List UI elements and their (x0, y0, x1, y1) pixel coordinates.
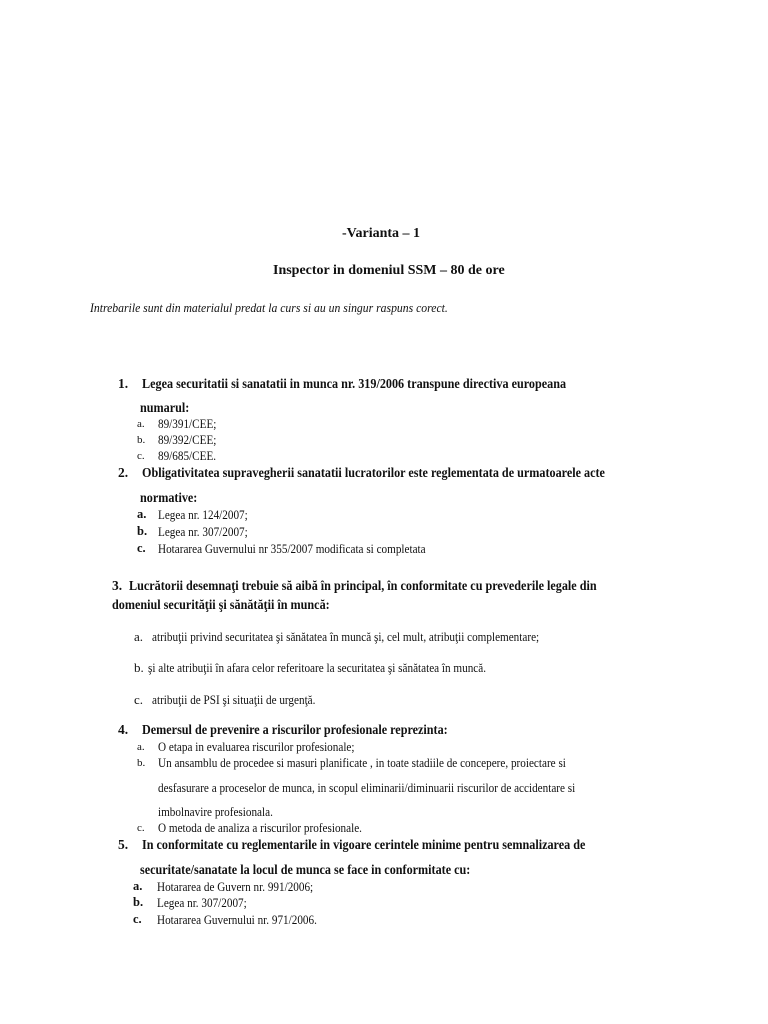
option-text: 89/392/CEE; (158, 432, 217, 447)
option-text: O etapa in evaluarea riscurilor profesionale; (158, 739, 355, 754)
option-text: Hotararea de Guvern nr. 991/2006; (157, 879, 314, 894)
question-text: Legea securitatii si sanatatii in munca nr. 319/2006 transpune directiva europeana (142, 376, 567, 391)
option-label: b. (137, 434, 146, 446)
option-label: b. (133, 895, 144, 909)
option-text: atribuţii de PSI şi situaţii de urgenţă. (152, 692, 316, 707)
option-label: b. (134, 660, 144, 675)
option-label: b. (137, 757, 146, 769)
option-text-cont: desfasurare a proceselor de munca, in scopul eliminarii/diminuarii riscurilor de accidentare si (158, 780, 576, 795)
course-subtitle: Inspector in domeniul SSM – 80 de ore (273, 263, 505, 278)
option-text: Hotararea Guvernului nr 355/2007 modificata si completata (158, 541, 426, 556)
option-text: Legea nr. 307/2007; (157, 895, 247, 910)
option-text: Legea nr. 124/2007; (158, 507, 248, 522)
question-text: Obligativitatea supravegherii sanatatii lucratorilor este reglementata de urmatoarele acte (142, 465, 605, 480)
question-text-cont: domeniul securităţii şi sănătăţii în muncă: (112, 597, 330, 612)
option-text: Hotararea Guvernului nr. 971/2006. (157, 912, 317, 927)
option-text: 89/391/CEE; (158, 416, 217, 431)
question-number: 2. (118, 465, 129, 480)
variant-title: -Varianta – 1 (342, 226, 421, 241)
option-text: Legea nr. 307/2007; (158, 524, 248, 539)
option-label: a. (137, 507, 147, 521)
option-label: b. (137, 524, 148, 538)
question-number: 1. (118, 376, 129, 391)
option-label: a. (137, 741, 145, 753)
intro-text: Intrebarile sunt din materialul predat la curs si au un singur raspuns corect. (90, 300, 448, 315)
option-label: a. (134, 629, 144, 644)
option-label: c. (137, 541, 146, 555)
question-text: In conformitate cu reglementarile in vigoare cerintele minime pentru semnalizarea de (142, 837, 586, 852)
option-label: c. (133, 912, 142, 926)
option-text: şi alte atribuţii în afara celor referitoare la securitatea şi sănătatea în muncă. (148, 660, 487, 675)
option-label: c. (137, 450, 145, 462)
question-text-cont: numarul: (140, 400, 190, 415)
option-label: c. (134, 692, 144, 707)
option-text: Un ansamblu de procedee si masuri planificate , in toate stadiile de concepere, proiectare si (158, 755, 566, 770)
option-text: O metoda de analiza a riscurilor profesionale. (158, 820, 362, 835)
option-label: a. (133, 879, 143, 893)
question-text-cont: securitate/sanatate la locul de munca se face in conformitate cu: (140, 862, 471, 877)
question-number: 5. (118, 837, 129, 852)
option-label: a. (137, 418, 145, 430)
question-text: Lucrătorii desemnaţi trebuie să aibă în principal, în conformitate cu prevederile legale din (129, 578, 597, 593)
option-text: atribuţii privind securitatea şi sănătatea în muncă şi, cel mult, atribuţii complementare; (152, 629, 540, 644)
question-text: Demersul de prevenire a riscurilor profesionale reprezinta: (142, 722, 448, 737)
option-label: c. (137, 822, 145, 834)
option-text: 89/685/CEE. (158, 448, 217, 463)
question-number: 3. (112, 578, 123, 593)
question-text-cont: normative: (140, 490, 198, 505)
option-text-cont: imbolnavire profesionala. (158, 804, 273, 819)
question-number: 4. (118, 722, 129, 737)
